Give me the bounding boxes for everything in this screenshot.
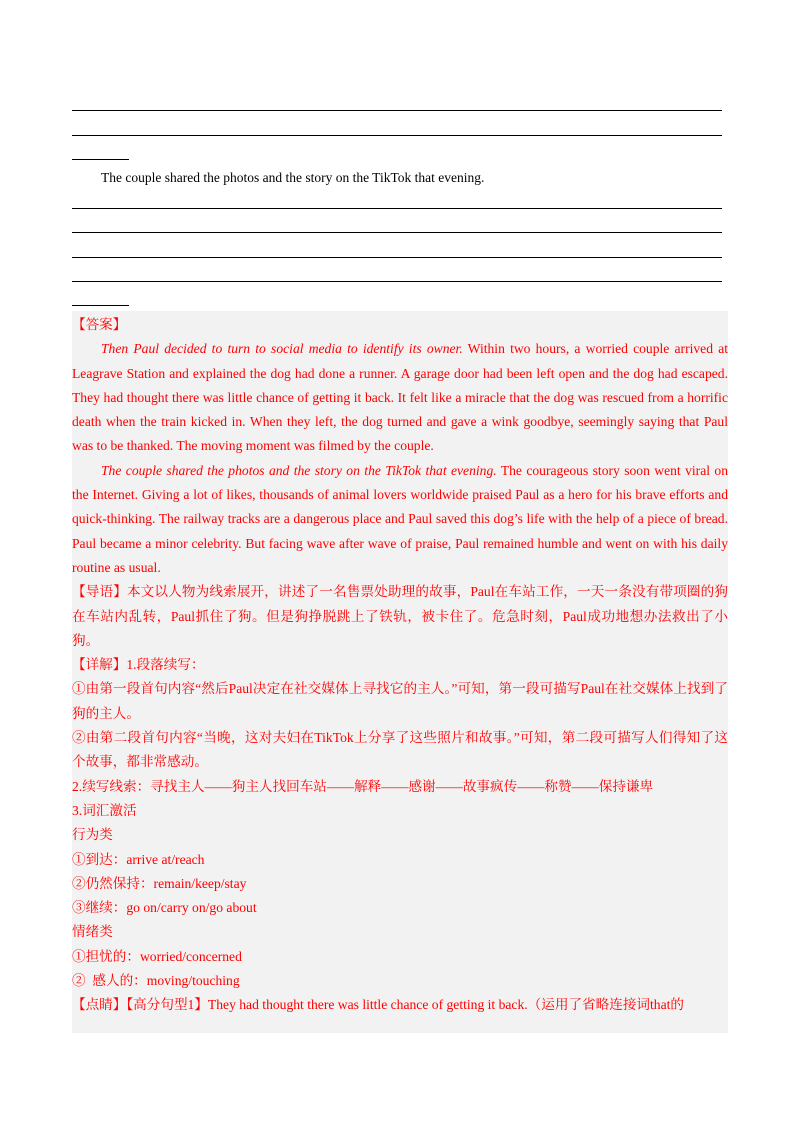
emotion-item: ② 感人的：moving/touching: [72, 973, 240, 989]
detail-item-2: ②由第二段首句内容“当晚，这对夫妇在TikTok上分享了这些照片和故事。”可知，第二段可描写人们得知了这个故事，都非常感动。: [72, 730, 728, 770]
guide-text: 【导语】本文以人物为线索展开，讲述了一名售票处助理的故事，Paul在车站工作，一天一条没有带项圈的狗在车站内乱转，Paul抓住了狗。但是狗挣脱跳上了铁轨，被卡住了。危急时刻，Paul成功地想办法救出了小狗。: [72, 584, 728, 648]
action-item: ③继续：go on/carry on/go about: [72, 900, 257, 916]
answer-label: 【答案】: [72, 317, 127, 332]
blank-line: [72, 135, 722, 136]
blank-line: [72, 232, 722, 233]
detail-heading: 【详解】1.段落续写：: [72, 657, 205, 673]
action-heading: 行为类: [72, 827, 113, 843]
highlight-text: 【点睛】【高分句型1】They had thought there was little chance of getting it back.（运用了省略连接词that的: [72, 997, 684, 1013]
blank-line: [72, 208, 722, 209]
emotion-item: ①担忧的：worried/concerned: [72, 948, 242, 964]
blank-line-end: [72, 305, 129, 306]
paragraph-2-opening: The couple shared the photos and the story on the TikTok that evening.: [101, 462, 497, 478]
prompt-sentence: The couple shared the photos and the story on the TikTok that evening.: [101, 170, 485, 185]
paragraph-2-body: The courageous story soon went viral on the Internet. Giving a lot of likes, thousands of animal lovers worldwide praised Paul as a hero for his brave efforts and quick-thinking. The railway tracks are a dangerous place and Paul saved this dog’s life with the help of a piece of bread. Paul became a minor celebrity. But facing wave after wave of praise, Paul remained humble and went on with his daily routine as usual.: [72, 462, 728, 575]
blank-line: [72, 110, 722, 111]
blank-line: [72, 257, 722, 258]
vocab-heading: 3.词汇激活: [72, 802, 137, 818]
paragraph-1-body: Within two hours, a worried couple arrived at Leagrave Station and explained the dog had done a runner. A garage door had been left open and the dog had escaped. They had thought there was little chance of getting it back. It felt like a miracle that the dog was rescued from a horrific death when the train kicked in. When they left, the dog turned and gave a wink goodbye, seemingly saying that Paul was to be thanked. The moving moment was filmed by the couple.: [72, 341, 729, 454]
answer-paragraph-1: [72, 337, 728, 458]
action-item: ②仍然保持：remain/keep/stay: [72, 875, 247, 891]
blank-line-end: [72, 159, 129, 160]
paragraph-1-opening: Then Paul decided to turn to social media to identify its owner.: [101, 341, 463, 357]
blank-line: [72, 281, 722, 282]
emotion-heading: 情绪类: [72, 924, 113, 940]
answer-section: [72, 311, 728, 1033]
writing-clues: 2.续写线索：寻找主人——狗主人找回车站——解释——感谢——故事疯传——称赞——保持谦卑: [72, 778, 654, 794]
detail-item-1: ①由第一段首句内容“然后Paul决定在社交媒体上寻找它的主人。”可知，第一段可描写Paul在社交媒体上找到了狗的主人。: [72, 681, 728, 721]
action-item: ①到达：arrive at/reach: [72, 851, 205, 867]
answer-paragraph-2: [72, 459, 728, 580]
